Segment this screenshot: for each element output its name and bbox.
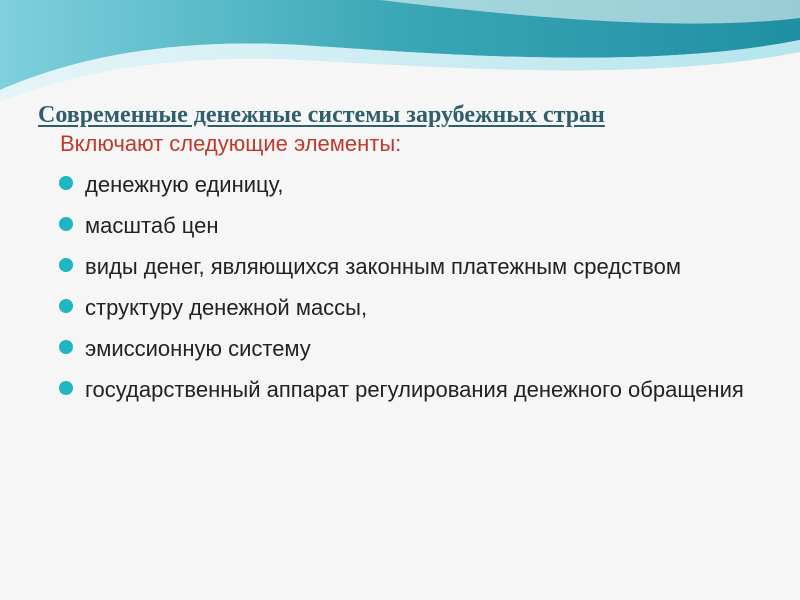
bullet-list <box>58 168 758 414</box>
decorative-wave-header <box>0 0 800 110</box>
list-item <box>58 168 758 201</box>
list-item <box>58 209 758 242</box>
list-item <box>58 250 758 283</box>
bullet-dot-icon <box>59 258 73 272</box>
list-item-text: денежную единицу, <box>85 172 284 197</box>
list-item <box>58 291 758 324</box>
bullet-dot-icon <box>59 340 73 354</box>
list-item <box>58 332 758 365</box>
bullet-dot-icon <box>59 381 73 395</box>
bullet-dot-icon <box>59 176 73 190</box>
list-item-text: структуру денежной массы, <box>85 295 368 320</box>
list-item-text: государственный аппарат регулирования денежного обращения <box>85 377 744 402</box>
bullet-dot-icon <box>59 299 73 313</box>
slide-subtitle: Включают следующие элементы: <box>60 131 402 156</box>
list-item-text: эмиссионную систему <box>85 336 311 361</box>
bullet-dot-icon <box>59 217 73 231</box>
slide-title: Современные денежные системы зарубежных стран <box>38 102 605 128</box>
list-item <box>58 373 758 406</box>
list-item-text: масштаб цен <box>85 213 219 238</box>
list-item-text: виды денег, являющихся законным платежным средством <box>85 254 681 279</box>
